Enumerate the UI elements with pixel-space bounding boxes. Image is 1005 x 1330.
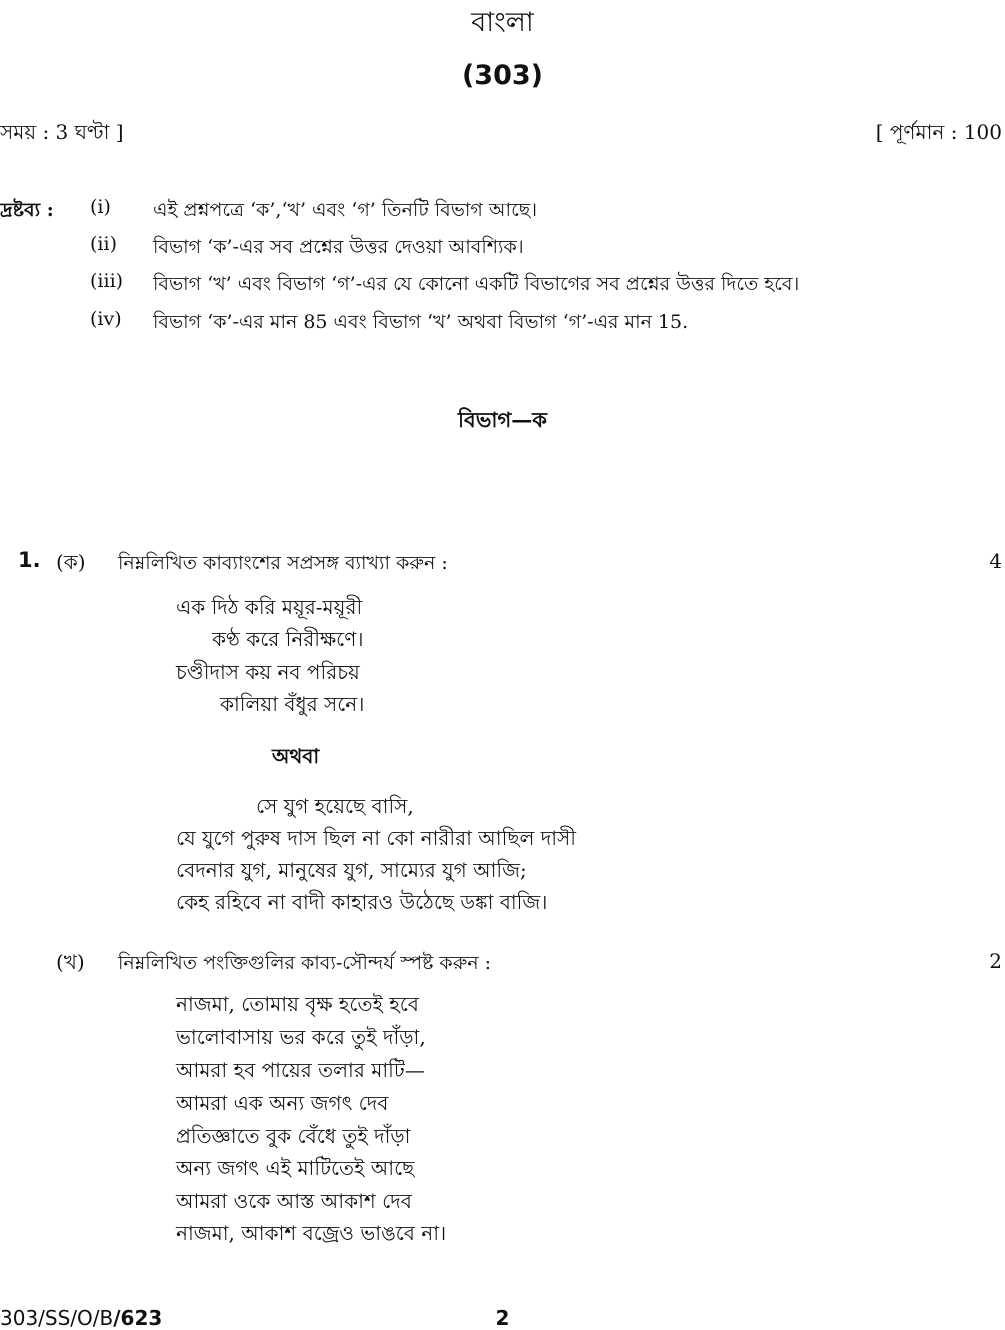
poem-line: আমরা এক অন্য জগৎ দেব <box>176 1091 389 1115</box>
or-label: অথবা <box>272 744 320 768</box>
poem-line: যে যুগে পুরুষ দাস ছিল না কো নারীরা আছিল দাসী <box>176 826 576 850</box>
poem-line: আমরা ওকে আস্ত আকাশ দেব <box>176 1189 412 1213</box>
poem-line: অন্য জগৎ এই মাটিতেই আছে <box>176 1156 415 1180</box>
section-heading: বিভাগ—ক <box>458 407 547 432</box>
instruction-number: (iv) <box>90 308 122 330</box>
instruction-text: বিভাগ ‘খ’ এবং বিভাগ ‘গ’-এর যে কোনো একটি বিভাগের সব প্রশ্নের উত্তর দিতে হবে। <box>153 273 800 295</box>
poem-line: বেদনার যুগ, মানুষের যুগ, সাম্যের যুগ আজি; <box>176 858 527 882</box>
instruction-number: (iii) <box>90 270 124 292</box>
poem-line: সে যুগ হয়েছে বাসি, <box>256 794 414 818</box>
question-marks: 2 <box>989 949 1002 973</box>
question-number: 1. <box>18 548 41 572</box>
question-prompt: নিম্নলিখিত পংক্তিগুলির কাব্য-সৌন্দর্য স্পষ্ট করুন : <box>118 952 492 974</box>
poem-line: প্রতিজ্ঞাতে বুক বেঁধে তুই দাঁড়া <box>176 1124 411 1148</box>
subject-title: বাংলা <box>471 7 534 38</box>
poem-line: এক দিঠ করি ময়ূর-ময়ূরী <box>176 595 363 619</box>
question-part-label: (ক) <box>56 550 86 574</box>
page-number: 2 <box>495 1306 510 1330</box>
instruction-text: এই প্রশ্নপত্রে ‘ক’,‘খ’ এবং ‘গ’ তিনটি বিভাগ আছে। <box>153 199 538 221</box>
poem-line: ভালোবাসায় ভর করে তুই দাঁড়া, <box>176 1025 426 1049</box>
paper-code-prefix: 303/SS/O/B <box>0 1306 114 1330</box>
instruction-text: বিভাগ ‘ক’-এর মান 85 এবং বিভাগ ‘খ’ অথবা বিভাগ ‘গ’-এর মান 15. <box>153 311 689 333</box>
instructions-label: দ্রষ্টব্য : <box>0 199 54 221</box>
full-marks: [ পূর্ণমান : 100 <box>875 120 1002 144</box>
instruction-text: বিভাগ ‘ক’-এর সব প্রশ্নের উত্তর দেওয়া আবশ্যিক। <box>153 236 524 258</box>
subject-code: (303) <box>461 60 544 91</box>
question-prompt: নিম্নলিখিত কাব্যাংশের সপ্রসঙ্গ ব্যাখ্যা করুন : <box>118 552 448 574</box>
poem-line: কেহ রহিবে না বাদী কাহারও উঠেছে ডঙ্কা বাজি। <box>176 890 548 914</box>
poem-line: চণ্ডীদাস কয় নব পরিচয় <box>176 660 360 684</box>
instruction-number: (i) <box>90 196 111 218</box>
poem-line: নাজমা, আকাশ বজ্রেও ভাঙবে না। <box>176 1221 447 1245</box>
instruction-number: (ii) <box>90 233 117 255</box>
time-duration: সময় : 3 ঘণ্টা ] <box>0 120 124 144</box>
poem-line: কণ্ঠ করে নিরীক্ষণে। <box>212 627 364 651</box>
poem-line: কালিয়া বঁধুর সনে। <box>220 692 365 716</box>
question-part-label: (খ) <box>56 950 85 974</box>
paper-code-suffix: /623 <box>113 1306 163 1330</box>
question-marks: 4 <box>989 549 1002 573</box>
poem-line: নাজমা, তোমায় বৃক্ষ হতেই হবে <box>176 992 419 1016</box>
poem-line: আমরা হব পায়ের তলার মাটি— <box>176 1058 425 1082</box>
